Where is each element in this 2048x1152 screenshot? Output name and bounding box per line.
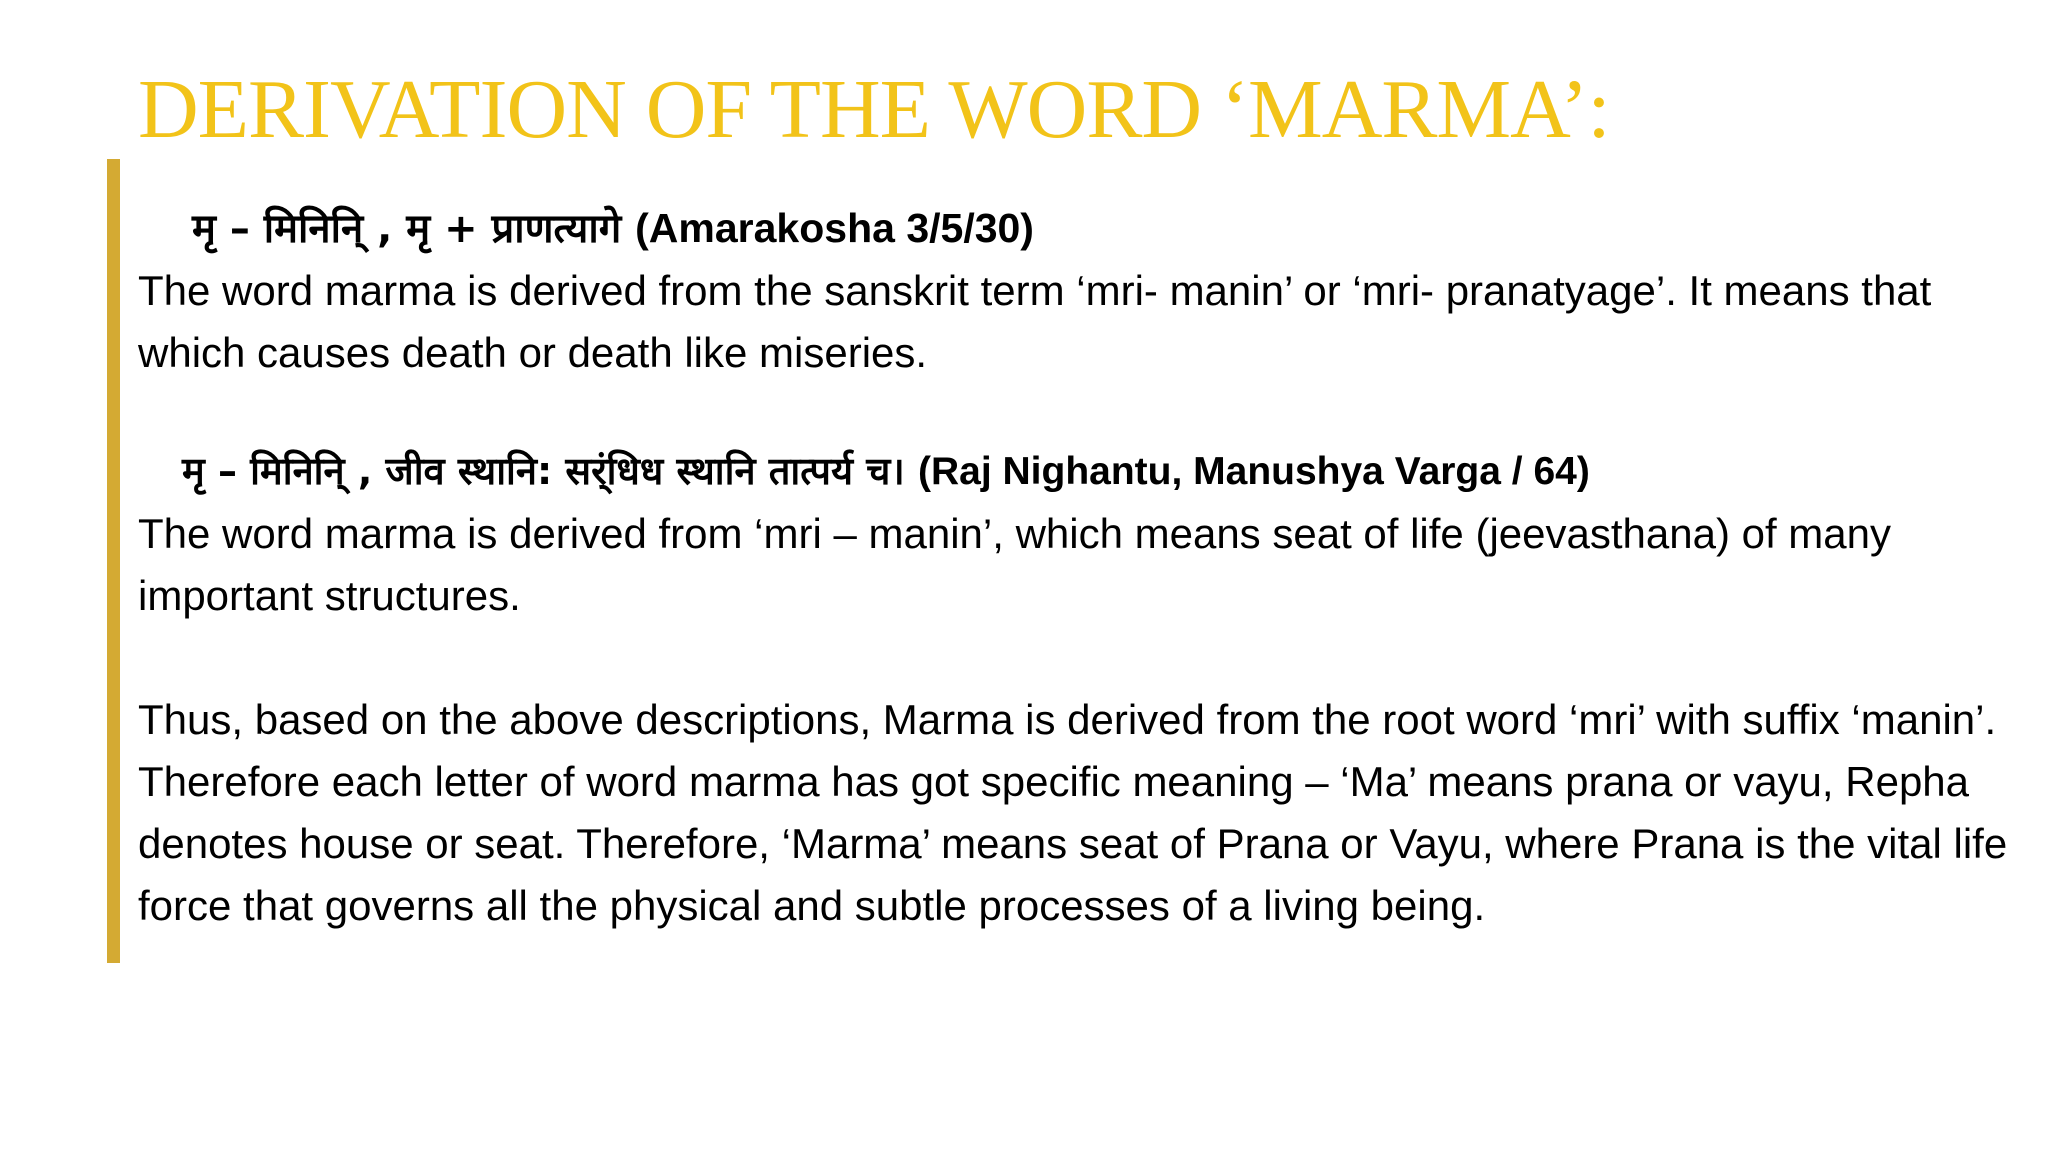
accent-bar	[107, 159, 120, 963]
verse-reference: (Amarakosha 3/5/30)	[635, 205, 1034, 251]
sanskrit-text: मृ – मिनिनि् , जीव स्थानि: सर्ंधिध स्थानि तात्पर्य च।	[182, 449, 918, 493]
sanskrit-text: मृ – मिनिनि् , मृ + प्राणत्यागे	[192, 206, 636, 252]
verse-reference: (Raj Nighantu, Manushya Varga / 64)	[918, 450, 1590, 493]
slide-content	[138, 197, 2038, 937]
summary-paragraph: Thus, based on the above descriptions, Marma is derived from the root word ‘mri’ with suffix ‘manin’. Therefore each letter of word marma has got specific meaning – ‘Ma’ means prana or vayu, Repha denotes house or seat. Therefore, ‘Marma’ means seat of Prana or Vayu, where Prana is the vital life force that governs all the physical and subtle processes of a living being.	[138, 696, 2008, 929]
explanation-paragraph-2: The word marma is derived from ‘mri – manin’, which means seat of life (jeevasthana) of many important structures.	[138, 510, 1892, 619]
sanskrit-verse-amarakosha	[138, 197, 2038, 260]
slide-title: DERIVATION OF THE WORD ‘MARMA’:	[138, 63, 1610, 156]
explanation-paragraph-1: The word marma is derived from the sanskrit term ‘mri- manin’ or ‘mri- pranatyage’. It means that which causes death or death like miseries.	[138, 267, 1932, 376]
sanskrit-verse-raj-nighantu	[138, 440, 2038, 503]
